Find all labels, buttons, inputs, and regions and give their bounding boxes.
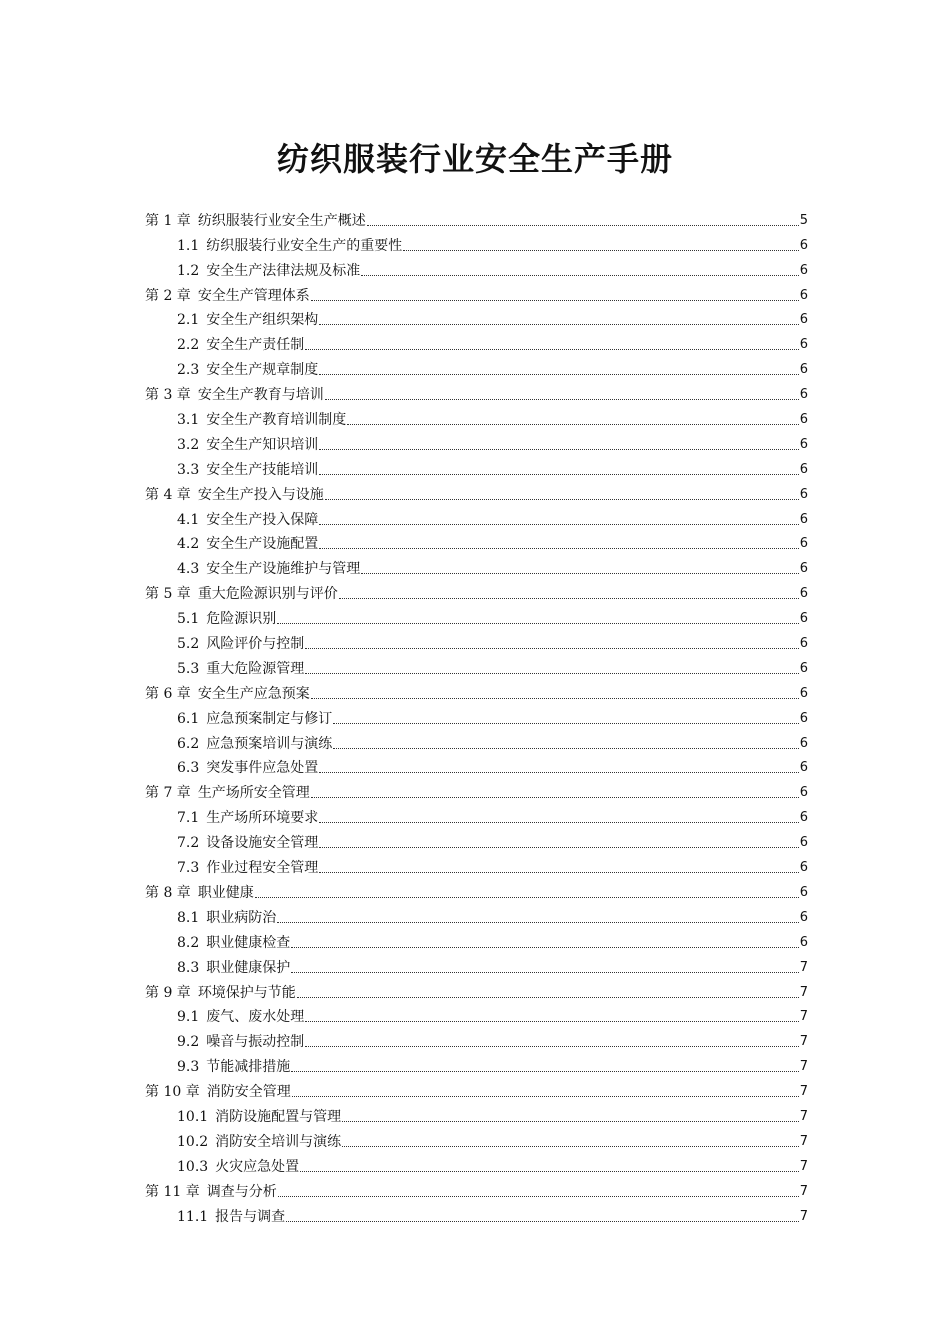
toc-entry-title: 职业病防治 (206, 909, 277, 926)
toc-dot-leader (305, 1021, 798, 1022)
toc-entry-title: 重大危险源管理 (206, 660, 305, 677)
toc-entry-number: 第 8 章 (145, 884, 191, 901)
toc-entry-number: 8.3 (177, 959, 200, 976)
toc-entry-title: 调查与分析 (206, 1183, 277, 1200)
toc-entry-number: 第 10 章 (145, 1084, 200, 1101)
toc-section-entry[interactable] (145, 553, 808, 578)
toc-entry-number: 9.3 (177, 1059, 200, 1076)
toc-dot-leader (319, 847, 798, 848)
toc-entry-title: 安全生产规章制度 (206, 362, 319, 379)
toc-page-number: 6 (799, 810, 808, 826)
toc-section-entry[interactable] (145, 354, 808, 379)
toc-entry-title: 报告与调查 (215, 1208, 286, 1225)
toc-entry-number: 3.2 (177, 436, 200, 453)
toc-entry-number: 4.2 (177, 536, 200, 553)
toc-chapter-entry[interactable] (145, 205, 808, 230)
toc-page-number: 7 (799, 1108, 808, 1124)
toc-dot-leader (325, 499, 799, 500)
toc-page-number: 6 (799, 536, 808, 552)
toc-section-entry[interactable] (145, 952, 808, 977)
toc-dot-leader (333, 748, 798, 749)
toc-page-number: 6 (799, 934, 808, 950)
toc-page-number: 6 (799, 909, 808, 925)
toc-chapter-entry[interactable] (145, 777, 808, 802)
toc-entry-title: 安全生产设施维护与管理 (206, 561, 361, 578)
toc-section-entry[interactable] (145, 802, 808, 827)
toc-dot-leader (305, 648, 798, 649)
toc-entry-title: 安全生产教育培训制度 (206, 412, 347, 429)
toc-entry-title: 纺织服装行业安全生产的重要性 (206, 237, 403, 254)
toc-page-number: 6 (799, 287, 808, 303)
toc-page-number: 7 (799, 959, 808, 975)
toc-entry-number: 第 3 章 (145, 387, 191, 404)
toc-page-number: 7 (799, 1034, 808, 1050)
toc-entry-title: 废气、废水处理 (206, 1009, 305, 1026)
toc-section-entry[interactable] (145, 852, 808, 877)
toc-page-number: 6 (799, 660, 808, 676)
toc-entry-number: 4.3 (177, 561, 200, 578)
toc-dot-leader (305, 349, 798, 350)
toc-page-number: 6 (799, 835, 808, 851)
toc-entry-title: 安全生产组织架构 (206, 312, 319, 329)
toc-chapter-entry[interactable] (145, 877, 808, 902)
toc-section-entry[interactable] (145, 827, 808, 852)
toc-section-entry[interactable] (145, 529, 808, 554)
toc-entry-number: 6.1 (177, 710, 200, 727)
toc-dot-leader (342, 1121, 799, 1122)
toc-entry-title: 安全生产责任制 (206, 337, 305, 354)
toc-page-number: 7 (799, 1158, 808, 1174)
toc-entry-number: 7.1 (177, 810, 200, 827)
toc-dot-leader (305, 673, 798, 674)
toc-dot-leader (403, 250, 798, 251)
toc-entry-number: 1.1 (177, 237, 200, 254)
toc-dot-leader (333, 723, 798, 724)
toc-page-number: 6 (799, 710, 808, 726)
toc-section-entry[interactable] (145, 1126, 808, 1151)
toc-section-entry[interactable] (145, 628, 808, 653)
toc-chapter-entry[interactable] (145, 379, 808, 404)
toc-entry-number: 10.3 (177, 1158, 209, 1175)
toc-section-entry[interactable] (145, 1051, 808, 1076)
toc-entry-number: 6.2 (177, 735, 200, 752)
toc-page-number: 7 (799, 1059, 808, 1075)
toc-dot-leader (319, 822, 798, 823)
toc-section-entry[interactable] (145, 255, 808, 280)
toc-page-number: 6 (799, 586, 808, 602)
toc-dot-leader (277, 922, 798, 923)
toc-entry-number: 9.2 (177, 1034, 200, 1051)
toc-dot-leader (319, 449, 798, 450)
toc-page-number: 7 (799, 1084, 808, 1100)
toc-page-number: 6 (799, 412, 808, 428)
toc-entry-title: 作业过程安全管理 (206, 860, 319, 877)
toc-section-entry[interactable] (145, 728, 808, 753)
toc-entry-title: 节能减排措施 (206, 1059, 291, 1076)
toc-entry-title: 职业健康 (197, 884, 254, 901)
toc-dot-leader (278, 1196, 799, 1197)
toc-entry-number: 2.1 (177, 312, 200, 329)
toc-entry-number: 10.2 (177, 1133, 209, 1150)
toc-entry-title: 噪音与振动控制 (206, 1034, 305, 1051)
toc-dot-leader (277, 623, 798, 624)
toc-dot-leader (291, 1071, 798, 1072)
toc-chapter-entry[interactable] (145, 1176, 808, 1201)
toc-section-entry[interactable] (145, 603, 808, 628)
toc-dot-leader (319, 548, 798, 549)
toc-entry-number: 第 9 章 (145, 984, 191, 1001)
toc-entry-title: 重大危险源识别与评价 (197, 586, 338, 603)
toc-dot-leader (311, 300, 799, 301)
toc-entry-number: 第 4 章 (145, 486, 191, 503)
toc-section-entry[interactable] (145, 703, 808, 728)
toc-dot-leader (300, 1171, 799, 1172)
toc-section-entry[interactable] (145, 1026, 808, 1051)
toc-dot-leader (325, 399, 799, 400)
toc-page-number: 7 (799, 1208, 808, 1224)
toc-entry-title: 安全生产管理体系 (197, 287, 310, 304)
toc-section-entry[interactable] (145, 653, 808, 678)
toc-page-number: 6 (799, 436, 808, 452)
toc-entry-number: 3.3 (177, 461, 200, 478)
toc-dot-leader (367, 225, 799, 226)
toc-entry-title: 安全生产投入保障 (206, 511, 319, 528)
toc-dot-leader (255, 897, 799, 898)
toc-page-number: 6 (799, 511, 808, 527)
toc-entry-title: 安全生产法律法规及标准 (206, 262, 361, 279)
toc-page-number: 6 (799, 461, 808, 477)
toc-page-number: 5 (799, 212, 808, 228)
toc-entry-number: 4.1 (177, 511, 200, 528)
toc-entry-title: 消防安全培训与演练 (215, 1133, 342, 1150)
toc-entry-title: 职业健康保护 (206, 959, 291, 976)
toc-entry-number: 5.2 (177, 636, 200, 653)
toc-entry-number: 11.1 (177, 1208, 209, 1225)
toc-entry-number: 8.2 (177, 934, 200, 951)
toc-dot-leader (291, 972, 798, 973)
toc-chapter-entry[interactable] (145, 678, 808, 703)
toc-dot-leader (319, 374, 798, 375)
toc-page-number: 6 (799, 636, 808, 652)
toc-entry-number: 第 6 章 (145, 685, 191, 702)
toc-section-entry[interactable] (145, 429, 808, 454)
toc-entry-number: 7.3 (177, 860, 200, 877)
toc-dot-leader (361, 573, 798, 574)
toc-entry-title: 应急预案培训与演练 (206, 735, 333, 752)
toc-section-entry[interactable] (145, 305, 808, 330)
toc-page-number: 6 (799, 237, 808, 253)
toc-entry-number: 第 7 章 (145, 785, 191, 802)
toc-dot-leader (319, 324, 798, 325)
toc-chapter-entry[interactable] (145, 280, 808, 305)
toc-entry-number: 9.1 (177, 1009, 200, 1026)
toc-entry-number: 2.3 (177, 362, 200, 379)
toc-section-entry[interactable] (145, 1002, 808, 1027)
document-title: 纺织服装行业安全生产手册 (276, 140, 673, 178)
toc-dot-leader (342, 1146, 799, 1147)
toc-chapter-entry[interactable] (145, 479, 808, 504)
toc-entry-number: 第 2 章 (145, 287, 191, 304)
toc-page-number: 6 (799, 387, 808, 403)
toc-entry-title: 安全生产教育与培训 (197, 387, 324, 404)
toc-entry-title: 风险评价与控制 (206, 636, 305, 653)
toc-entry-number: 5.1 (177, 611, 200, 628)
table-of-contents (145, 205, 808, 1226)
toc-entry-title: 生产场所安全管理 (197, 785, 310, 802)
toc-page-number: 7 (799, 1009, 808, 1025)
toc-entry-title: 安全生产技能培训 (206, 461, 319, 478)
toc-chapter-entry[interactable] (145, 578, 808, 603)
toc-section-entry[interactable] (145, 927, 808, 952)
toc-dot-leader (361, 275, 798, 276)
toc-entry-number: 8.1 (177, 909, 200, 926)
toc-entry-title: 安全生产知识培训 (206, 436, 319, 453)
toc-section-entry[interactable] (145, 1151, 808, 1176)
toc-dot-leader (297, 997, 799, 998)
toc-page-number: 7 (799, 1133, 808, 1149)
toc-page-number: 6 (799, 486, 808, 502)
toc-section-entry[interactable] (145, 230, 808, 255)
toc-entry-number: 第 1 章 (145, 212, 191, 229)
toc-page-number: 6 (799, 685, 808, 701)
toc-entry-title: 安全生产投入与设施 (197, 486, 324, 503)
toc-dot-leader (286, 1221, 799, 1222)
toc-page-number: 6 (799, 735, 808, 751)
toc-dot-leader (292, 1096, 799, 1097)
toc-section-entry[interactable] (145, 1201, 808, 1226)
toc-dot-leader (319, 872, 798, 873)
toc-entry-title: 职业健康检查 (206, 934, 291, 951)
toc-dot-leader (319, 474, 798, 475)
toc-entry-number: 7.2 (177, 835, 200, 852)
toc-entry-number: 10.1 (177, 1108, 209, 1125)
toc-entry-number: 1.2 (177, 262, 200, 279)
toc-entry-title: 应急预案制定与修订 (206, 710, 333, 727)
toc-page-number: 6 (799, 611, 808, 627)
toc-dot-leader (339, 598, 799, 599)
toc-page-number: 6 (799, 884, 808, 900)
toc-section-entry[interactable] (145, 1101, 808, 1126)
toc-entry-title: 设备设施安全管理 (206, 835, 319, 852)
toc-entry-title: 火灾应急处置 (215, 1158, 300, 1175)
toc-entry-title: 消防设施配置与管理 (215, 1108, 342, 1125)
toc-section-entry[interactable] (145, 902, 808, 927)
toc-entry-title: 消防安全管理 (206, 1084, 291, 1101)
toc-entry-title: 环境保护与节能 (197, 984, 296, 1001)
toc-entry-number: 第 5 章 (145, 586, 191, 603)
toc-entry-title: 生产场所环境要求 (206, 810, 319, 827)
toc-page-number: 6 (799, 760, 808, 776)
toc-page-number: 6 (799, 860, 808, 876)
toc-dot-leader (305, 1046, 798, 1047)
toc-dot-leader (319, 772, 798, 773)
toc-page-number: 6 (799, 561, 808, 577)
toc-page-number: 7 (799, 1183, 808, 1199)
toc-chapter-entry[interactable] (145, 977, 808, 1002)
toc-entry-number: 2.2 (177, 337, 200, 354)
toc-dot-leader (347, 424, 798, 425)
toc-dot-leader (319, 524, 798, 525)
toc-page-number: 6 (799, 312, 808, 328)
toc-entry-number: 6.3 (177, 760, 200, 777)
toc-entry-number: 3.1 (177, 412, 200, 429)
toc-section-entry[interactable] (145, 504, 808, 529)
toc-chapter-entry[interactable] (145, 1076, 808, 1101)
toc-section-entry[interactable] (145, 404, 808, 429)
toc-page-number: 6 (799, 262, 808, 278)
toc-page-number: 6 (799, 337, 808, 353)
toc-dot-leader (311, 797, 799, 798)
toc-entry-number: 5.3 (177, 660, 200, 677)
toc-entry-title: 安全生产应急预案 (197, 685, 310, 702)
toc-page-number: 6 (799, 785, 808, 801)
toc-dot-leader (311, 698, 799, 699)
toc-section-entry[interactable] (145, 454, 808, 479)
toc-section-entry[interactable] (145, 753, 808, 778)
toc-page-number: 7 (799, 984, 808, 1000)
toc-entry-number: 第 11 章 (145, 1183, 200, 1200)
toc-entry-title: 突发事件应急处置 (206, 760, 319, 777)
toc-page-number: 6 (799, 362, 808, 378)
toc-entry-title: 纺织服装行业安全生产概述 (197, 212, 366, 229)
toc-section-entry[interactable] (145, 329, 808, 354)
toc-entry-title: 安全生产设施配置 (206, 536, 319, 553)
toc-dot-leader (291, 947, 798, 948)
toc-entry-title: 危险源识别 (206, 611, 277, 628)
